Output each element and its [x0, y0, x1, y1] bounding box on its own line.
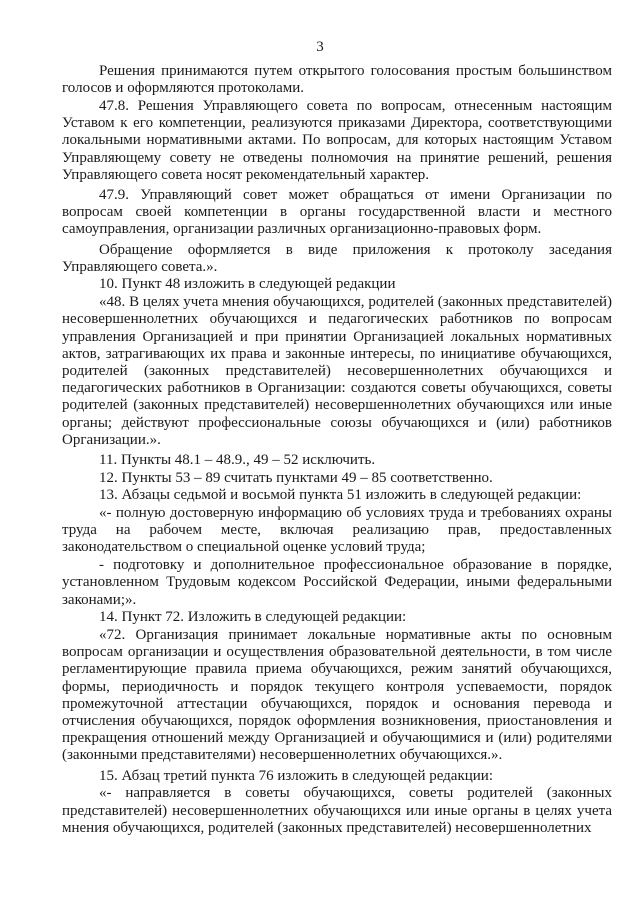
- paragraph: 47.9. Управляющий совет может обращаться от имени Организации по вопросам своей компетенции в органы государственной власти и местного самоуправления, организации различных организационно-правовых форм.: [62, 186, 612, 238]
- paragraph: 47.8. Решения Управляющего совета по вопросам, отнесенным настоящим Уставом к его компетенции, реализуются приказами Директора, соответствующими локальными нормативными актами. По вопросам, для которых настоящим Уставом Управляющему совету не отведены полномочия на принятие решений, решения Управляющего совета носят рекомендательный характер.: [62, 97, 612, 183]
- paragraph: «48. В целях учета мнения обучающихся, родителей (законных представителей) несовершеннолетних обучающихся и педагогических работников по вопросам управления Организацией и при принятии Организацией локальных нормативных актов, затрагивающих их права и законные интересы, по инициативе обучающихся, родителей (законных представителей) несовершеннолетних обучающихся и педагогических работников в Организации: создаются советы обучающихся, советы родителей (законных представителей) несовершеннолетних обучающихся или иные органы; действуют профессиональные союзы обучающихся и (или) работников Организации.».: [62, 294, 612, 448]
- paragraph: 14. Пункт 72. Изложить в следующей редакции:: [99, 609, 407, 626]
- paragraph: Обращение оформляется в виде приложения к протоколу заседания Управляющего совета.».: [62, 241, 612, 275]
- paragraph: Решения принимаются путем открытого голосования простым большинством голосов и оформляются протоколами.: [62, 63, 612, 97]
- paragraph: «- полную достоверную информацию об условиях труда и требованиях охраны труда на рабочем месте, включая реализацию прав, предоставленных законодательством о специальной оценке условий труда;: [62, 505, 612, 556]
- paragraph: 12. Пункты 53 – 89 считать пунктами 49 – 85 соответственно.: [99, 469, 493, 486]
- paragraph: - подготовку и дополнительное профессиональное образование в порядке, установленном Трудовым кодексом Российской Федерации, иными федеральными законами;».: [62, 557, 612, 608]
- paragraph: 13. Абзацы седьмой и восьмой пункта 51 изложить в следующей редакции:: [99, 487, 582, 504]
- paragraph: 15. Абзац третий пункта 76 изложить в следующей редакции:: [99, 767, 494, 784]
- document-body: [62, 63, 612, 837]
- page-number: 3: [316, 39, 324, 55]
- paragraph: 11. Пункты 48.1 – 48.9., 49 – 52 исключить.: [99, 451, 376, 468]
- paragraph: 10. Пункт 48 изложить в следующей редакции: [99, 276, 396, 293]
- paragraph: «- направляется в советы обучающихся, советы родителей (законных представителей) несовершеннолетних обучающихся или иные органы в целях учета мнения обучающихся, родителей (законных представителей) несовершеннолетних: [62, 785, 612, 836]
- paragraph: «72. Организация принимает локальные нормативные акты по основным вопросам организации и осуществления образовательной деятельности, в том числе регламентирующие правила приема обучающихся, режим занятий обучающихся, формы, периодичность и порядок текущего контроля успеваемости, порядок промежуточной аттестации обучающихся, порядок и основания перевода и отчисления обучающихся, порядок оформления возникновения, приостановления и прекращения отношений между Организацией и обучающимися и (или) родителями (законными представителями) несовершеннолетних обучающихся.».: [62, 627, 612, 764]
